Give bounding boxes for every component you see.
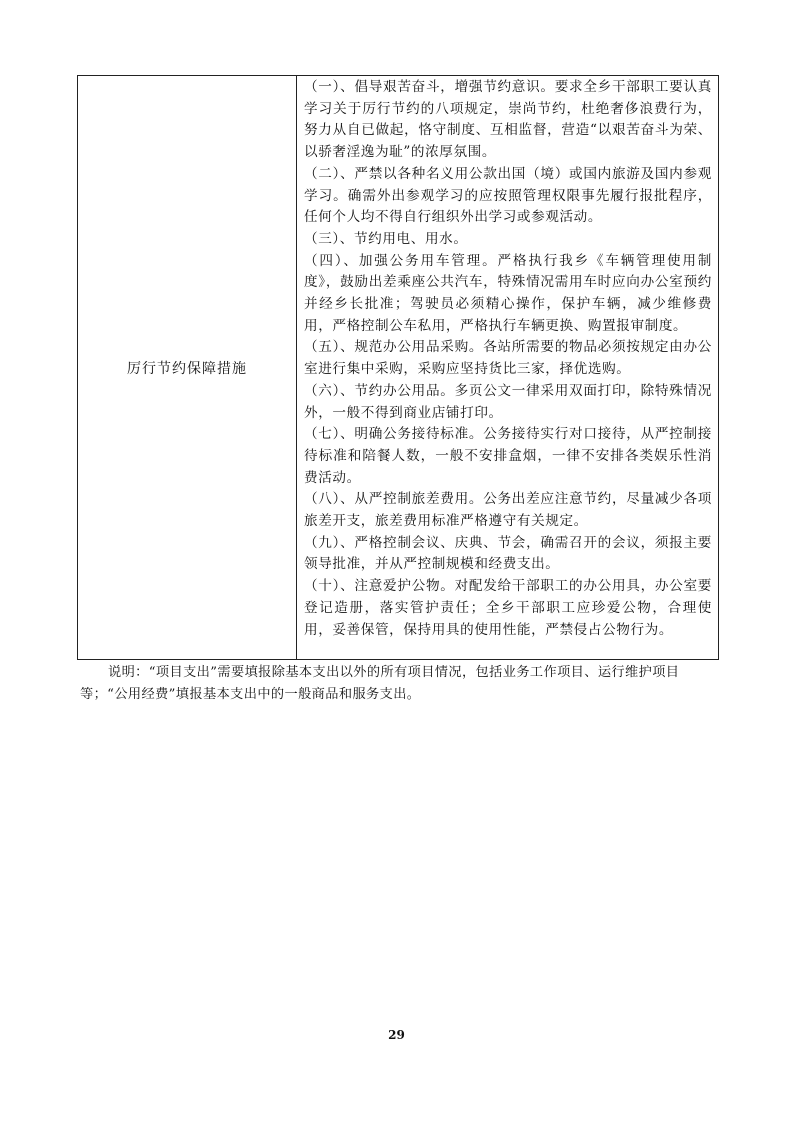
measure-item-4: （四）、加强公务用车管理。严格执行我乡《车辆管理使用制度》，鼓励出差乘座公共汽车，特殊情况需用车时应向办公室预约并经乡长批准；驾驶员必须精心操作，保护车辆，减少维修费用，严格控制公车私用，严格执行车辆更换、购置报审制度。 bbox=[304, 252, 712, 334]
measure-item-5: （五）、规范办公用品采购。各站所需要的物品必须按规定由办公室进行集中采购，采购应坚持货比三家，择优选购。 bbox=[304, 339, 712, 378]
page-number: 29 bbox=[388, 1028, 405, 1042]
measure-item-6: （六）、节约办公用品。多页公文一律采用双面打印，除特殊情况外，一般不得到商业店铺打印。 bbox=[304, 382, 712, 421]
row-label: 厉行节约保障措施 bbox=[127, 360, 247, 377]
measure-item-10: （十）、注意爱护公物。对配发给干部职工的办公用具，办公室要登记造册，落实管护责任；全乡干部职工应珍爱公物，合理使用，妥善保管，保持用具的使用性能，严禁侵占公物行为。 bbox=[304, 578, 712, 638]
explanatory-note: 说明：“项目支出”需要填报除基本支出以外的所有项目情况，包括业务工作项目、运行维护项目等；“公用经费”填报基本支出中的一般商品和服务支出。 bbox=[80, 665, 680, 702]
measure-item-8: （八）、从严控制旅差费用。公务出差应注意节约，尽量减少各项旅差开支，旅差费用标准严格遵守有关规定。 bbox=[304, 491, 712, 530]
row-label-cell bbox=[78, 76, 297, 660]
measure-item-2: （二）、严禁以各种名义用公款出国（境）或国内旅游及国内参观学习。确需外出参观学习的应按照管理权限事先履行报批程序，任何个人均不得自行组织外出学习或参观活动。 bbox=[304, 165, 712, 226]
measures-table bbox=[77, 75, 719, 660]
measure-item-9: （九）、严格控制会议、庆典、节会，确需召开的会议，须报主要领导批准，并从严控制规模和经费支出。 bbox=[304, 534, 712, 573]
measures-content-cell bbox=[297, 76, 719, 660]
measure-item-3: （三）、节约用电、用水。 bbox=[304, 230, 468, 247]
measure-item-1: （一）、倡导艰苦奋斗，增强节约意识。要求全乡干部职工要认真学习关于厉行节约的八项规定，崇尚节约，杜绝奢侈浪费行为，努力从自已做起，恪守制度、互相监督，营造“以艰苦奋斗为荣、以骄奢淫逸为耻”的浓厚氛围。 bbox=[304, 79, 712, 161]
table-row bbox=[78, 76, 719, 660]
measure-item-7: （七）、明确公务接待标准。公务接待实行对口接待，从严控制接待标准和陪餐人数，一般不安排盒烟，一律不安排各类娱乐性消费活动。 bbox=[304, 426, 712, 486]
